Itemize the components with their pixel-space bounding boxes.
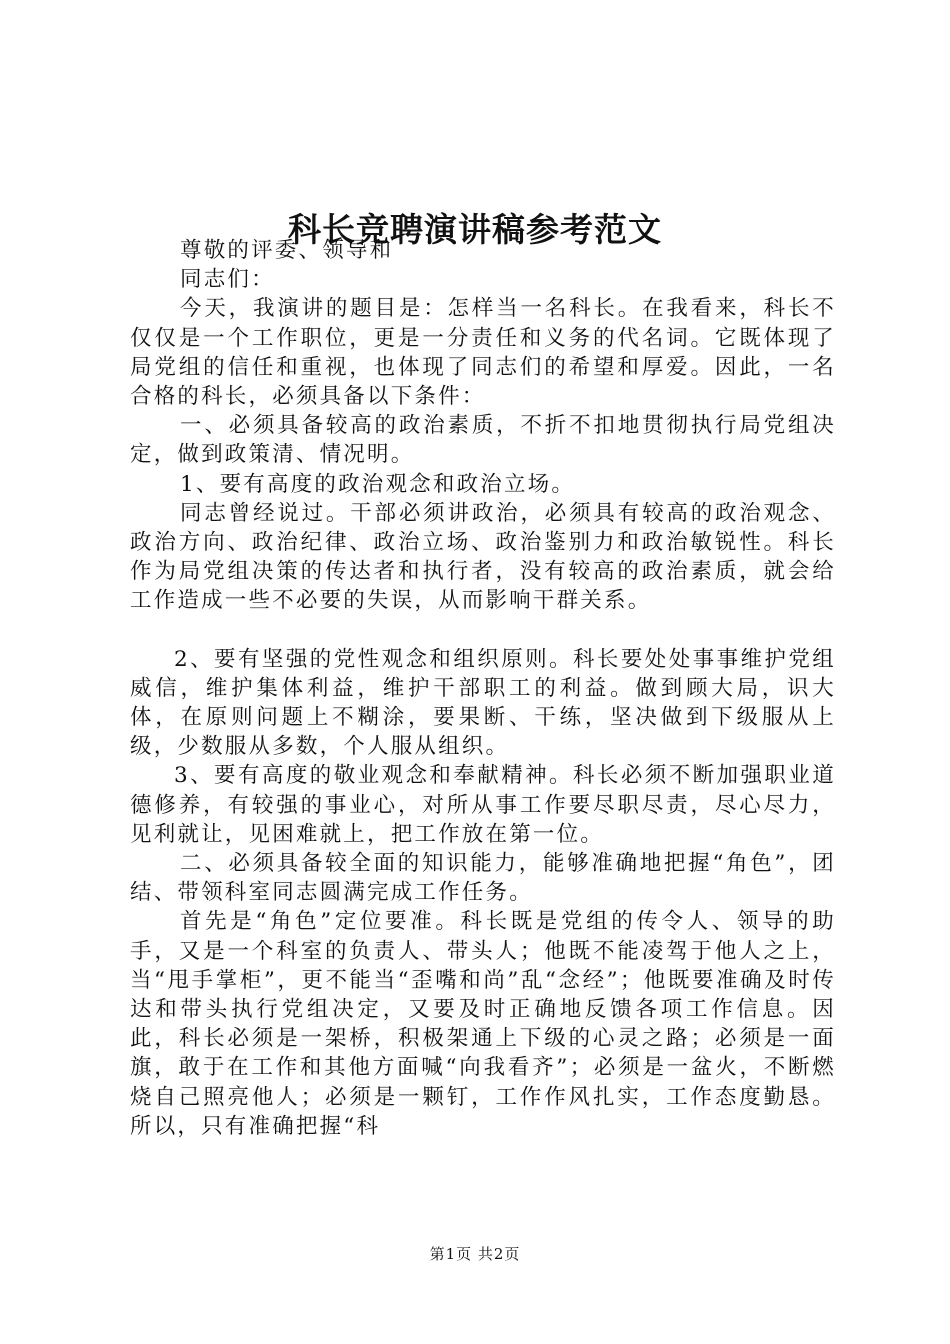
paragraph-point-2: 2、要有坚强的党性观念和组织原则。科长要处处事事维护党组威信，维护集体利益，维护干部职工的利益。做到顾大局，识大体，在原则问题上不糊涂，要果断、干练，坚决做到下级服从上级，少数服从多数，个人服从组织。: [130, 646, 836, 760]
document-title: 科长竞聘演讲稿参考范文: [288, 210, 662, 250]
salutation-line-2: 同志们：: [180, 267, 275, 293]
paragraph-point-1-body: 同志曾经说过。干部必须讲政治，必须具有较高的政治观念、政治方向、政治纪律、政治立场、政治鉴别力和政治敏锐性。科长作为局党组决策的传达者和执行者，没有较高的政治素质，就会给工作造成一些不必要的失误，从而影响干群关系。: [130, 500, 836, 614]
paragraph-section-2-heading: 二、必须具备较全面的知识能力，能够准确地把握“角色”，团结、带领科室同志圆满完成工作任务。: [130, 851, 836, 906]
paragraph-gap: [130, 616, 836, 645]
paragraph-role-positioning: 首先是“角色”定位要准。科长既是党组的传令人、领导的助手，又是一个科室的负责人、带头人；他既不能凌驾于他人之上，当“甩手掌柜”，更不能当“歪嘴和尚”乱“念经”；他既要准确及时传达和带头执行党组决定，又要及时正确地反馈各项工作信息。因此，科长必须是一架桥，积极架通上下级的心灵之路；必须是一面旗，敢于在工作和其他方面喊“向我看齐”；必须是一盆火，不断燃烧自己照亮他人；必须是一颗钉，工作作风扎实，工作态度勤恳。所以，只有准确把握“科: [130, 909, 836, 1139]
paragraph-intro: 今天，我演讲的题目是：怎样当一名科长。在我看来，科长不仅仅是一个工作职位，更是一分责任和义务的代名词。它既体现了局党组的信任和重视，也体现了同志们的希望和厚爱。因此，一名合格的科长，必须具备以下条件：: [130, 296, 836, 410]
salutation-line-1: 尊敬的评委、领导和: [180, 238, 394, 263]
page-footer: 第1页 共2页: [429, 1245, 521, 1263]
paragraph-point-3: 3、要有高度的敬业观念和奉献精神。科长必须不断加强职业道德修养，有较强的事业心，对所从事工作要尽职尽责，尽心尽力，见利就让，见困难就上，把工作放在第一位。: [130, 763, 836, 847]
paragraph-section-1-heading: 一、必须具备较高的政治素质，不折不扣地贯彻执行局党组决定，做到政策清、情况明。: [130, 413, 836, 468]
document-body: [130, 236, 836, 1141]
paragraph-point-1: 1、要有高度的政治观念和政治立场。: [180, 471, 576, 497]
